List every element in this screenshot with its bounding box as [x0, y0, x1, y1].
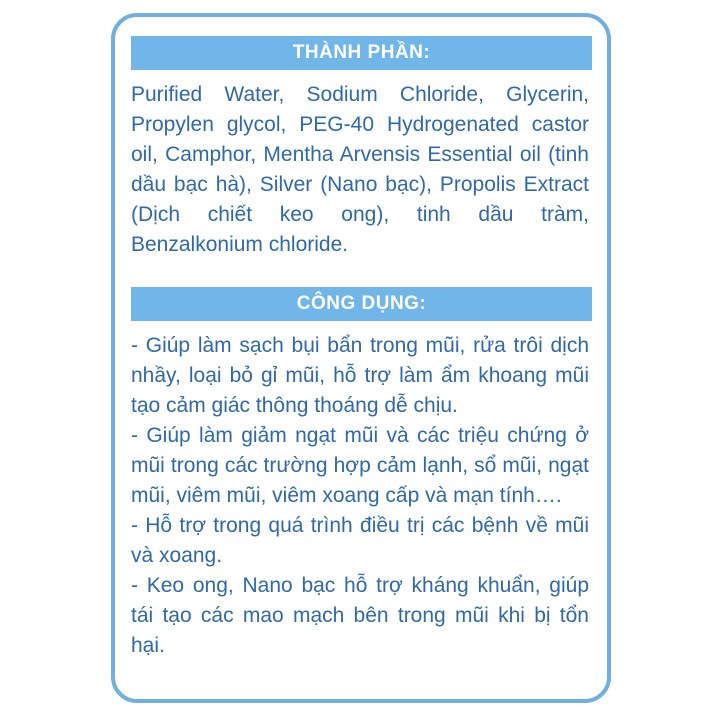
- benefit-item-antibacterial: - Keo ong, Nano bạc hỗ trợ kháng khuẩn, giúp tái tạo các mao mạch bên trong mũi khi bị tổn hại.: [131, 574, 589, 657]
- ingredients-text: Purified Water, Sodium Chloride, Glycerin, Propylen glycol, PEG-40 Hydrogenated castor oil, Camphor, Mentha Arvensis Essential oil (tinh dầu bạc hà), Silver (Nano bạc), Propolis Extract (Dịch chiết keo ong), tinh dầu tràm, Benzalkonium chloride.: [131, 83, 589, 256]
- benefit-item-congestion: - Giúp làm giảm ngạt mũi và các triệu chứng ở mũi trong các trường hợp cảm lạnh, sổ mũi, ngạt mũi, viêm mũi, viêm xoang cấp và mạn tính….: [131, 424, 589, 507]
- benefits-list: [131, 331, 589, 661]
- benefits-title: CÔNG DỤNG:: [296, 293, 427, 314]
- benefits-header: [131, 287, 592, 321]
- ingredients-title: THÀNH PHẦN:: [292, 42, 431, 63]
- ingredients-header: [131, 36, 592, 70]
- product-info-card: [111, 13, 611, 703]
- benefit-item-treatment-support: - Hỗ trợ trong quá trình điều trị các bệnh về mũi và xoang.: [131, 514, 589, 567]
- benefit-item-cleaning: - Giúp làm sạch bụi bẩn trong mũi, rửa trôi dịch nhầy, loại bỏ gỉ mũi, hỗ trợ làm ẩm khoang mũi tạo cảm giác thông thoáng dễ chịu.: [131, 334, 589, 417]
